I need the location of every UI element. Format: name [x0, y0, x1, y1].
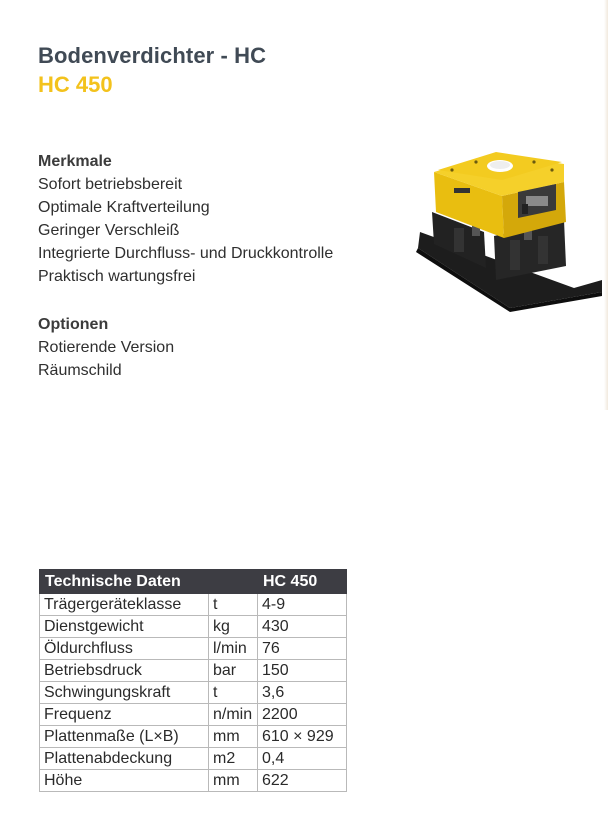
table-header-model: HC 450 [258, 570, 347, 594]
feature-item: Sofort betriebsbereit [38, 176, 183, 193]
feature-item: Optimale Kraftverteilung [38, 199, 210, 216]
spec-value: 76 [258, 638, 347, 660]
spec-unit: l/min [209, 638, 258, 660]
option-item: Räumschild [38, 362, 122, 379]
features-heading: Merkmale [38, 153, 112, 170]
table-row [40, 682, 347, 704]
spec-name: Öldurchfluss [40, 638, 209, 660]
model-name: HC 450 [38, 72, 113, 97]
spec-value: 622 [258, 770, 347, 792]
options-heading: Optionen [38, 316, 109, 333]
spec-name: Dienstgewicht [40, 616, 209, 638]
page-edge-shade [604, 0, 608, 410]
spec-unit: mm [209, 770, 258, 792]
spec-value: 0,4 [258, 748, 347, 770]
technical-data-table [39, 569, 347, 792]
table-header-row [40, 570, 347, 594]
table-row [40, 616, 347, 638]
spec-name: Betriebsdruck [40, 660, 209, 682]
feature-item: Integrierte Durchfluss- und Druckkontrolle [38, 245, 334, 262]
spec-unit: bar [209, 660, 258, 682]
spec-value: 2200 [258, 704, 347, 726]
spec-value: 4-9 [258, 594, 347, 616]
table-row [40, 594, 347, 616]
feature-item: Praktisch wartungsfrei [38, 268, 196, 285]
table-row [40, 726, 347, 748]
spec-name: Plattenmaße (L×B) [40, 726, 209, 748]
spec-value: 610 × 929 [258, 726, 347, 748]
spec-name: Trägergeräteklasse [40, 594, 209, 616]
spec-unit: t [209, 682, 258, 704]
features-section [38, 150, 333, 288]
spec-name: Frequenz [40, 704, 209, 726]
table-header-label: Technische Daten [40, 570, 258, 594]
table-row [40, 770, 347, 792]
options-section [38, 313, 174, 382]
compactor-product-image [414, 140, 604, 312]
spec-unit: mm [209, 726, 258, 748]
table-row [40, 748, 347, 770]
option-item: Rotierende Version [38, 339, 175, 356]
spec-name: Plattenabdeckung [40, 748, 209, 770]
spec-unit: t [209, 594, 258, 616]
spec-unit: m2 [209, 748, 258, 770]
spec-value: 3,6 [258, 682, 347, 704]
spec-value: 430 [258, 616, 347, 638]
table-row [40, 660, 347, 682]
spec-unit: kg [209, 616, 258, 638]
spec-unit: n/min [209, 704, 258, 726]
spec-name: Schwingungskraft [40, 682, 209, 704]
page-title: Bodenverdichter - HC [38, 43, 267, 68]
table-row [40, 638, 347, 660]
feature-item: Geringer Verschleiß [38, 222, 180, 239]
table-row [40, 704, 347, 726]
spec-name: Höhe [40, 770, 209, 792]
spec-value: 150 [258, 660, 347, 682]
